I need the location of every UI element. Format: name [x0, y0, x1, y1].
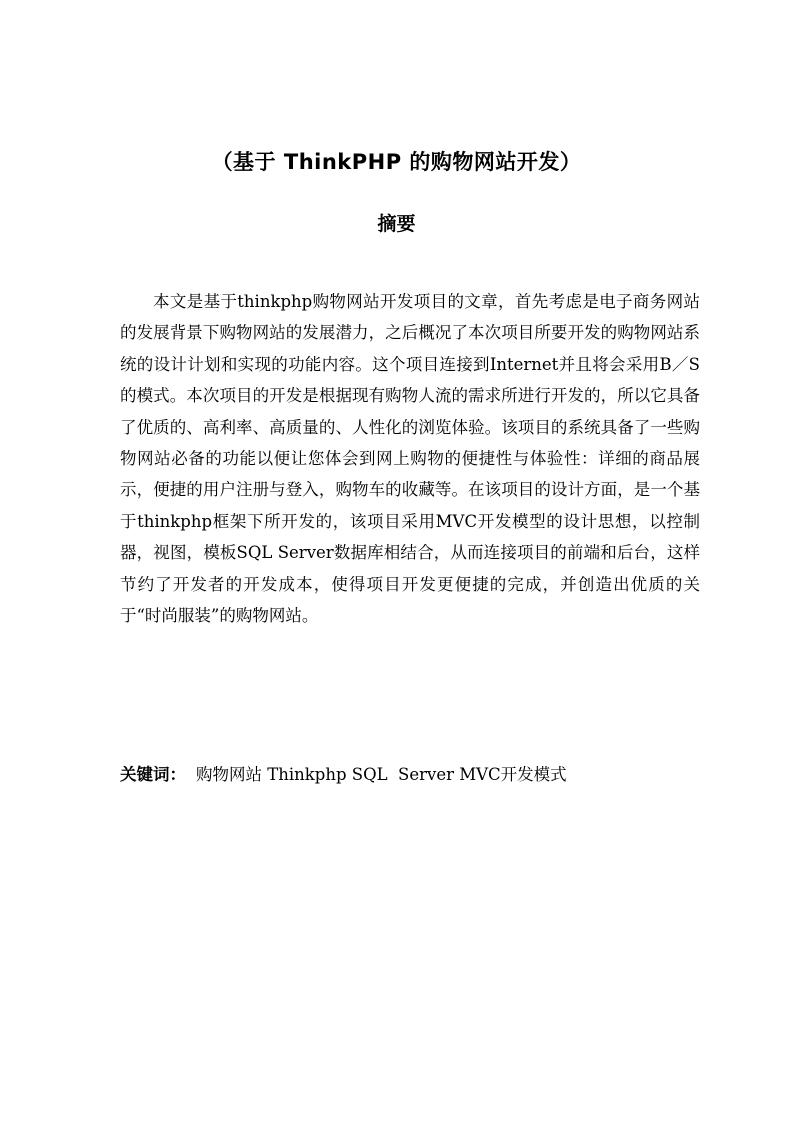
document-title: （基于 ThinkPHP 的购物网站开发）: [211, 150, 582, 174]
abstract-heading: 摘要: [377, 213, 416, 235]
keywords-value: 购物网站 Thinkphp SQL Server MVC开发模式: [196, 765, 567, 784]
keywords-line: [120, 760, 700, 790]
abstract-body: 本文是基于thinkphp购物网站开发项目的文章，首先考虑是电子商务网站的发展背景下购物网站的发展潜力，之后概况了本次项目所要开发的购物网站系统的设计计划和实现的功能内容。这个项目连接到Internet并且将会采用B／S的模式。本次项目的开发是根据现有购物人流的需求所进行开发的，所以它具备了优质的、高利率、高质量的、人性化的浏览体验。该项目的系统具备了一些购物网站必备的功能以便让您体会到网上购物的便捷性与体验性：详细的商品展示，便捷的用户注册与登入，购物车的收藏等。在该项目的设计方面，是一个基于thinkphp框架下所开发的，该项目采用MVC开发模型的设计思想，以控制器，视图，模板SQL Server数据库相结合，从而连接项目的前端和后台，这样节约了开发者的开发成本，使得项目开发更便捷的完成，并创造出优质的关于“时尚服装”的购物网站。: [120, 292, 700, 626]
keywords-label: 关键词：: [120, 765, 186, 784]
